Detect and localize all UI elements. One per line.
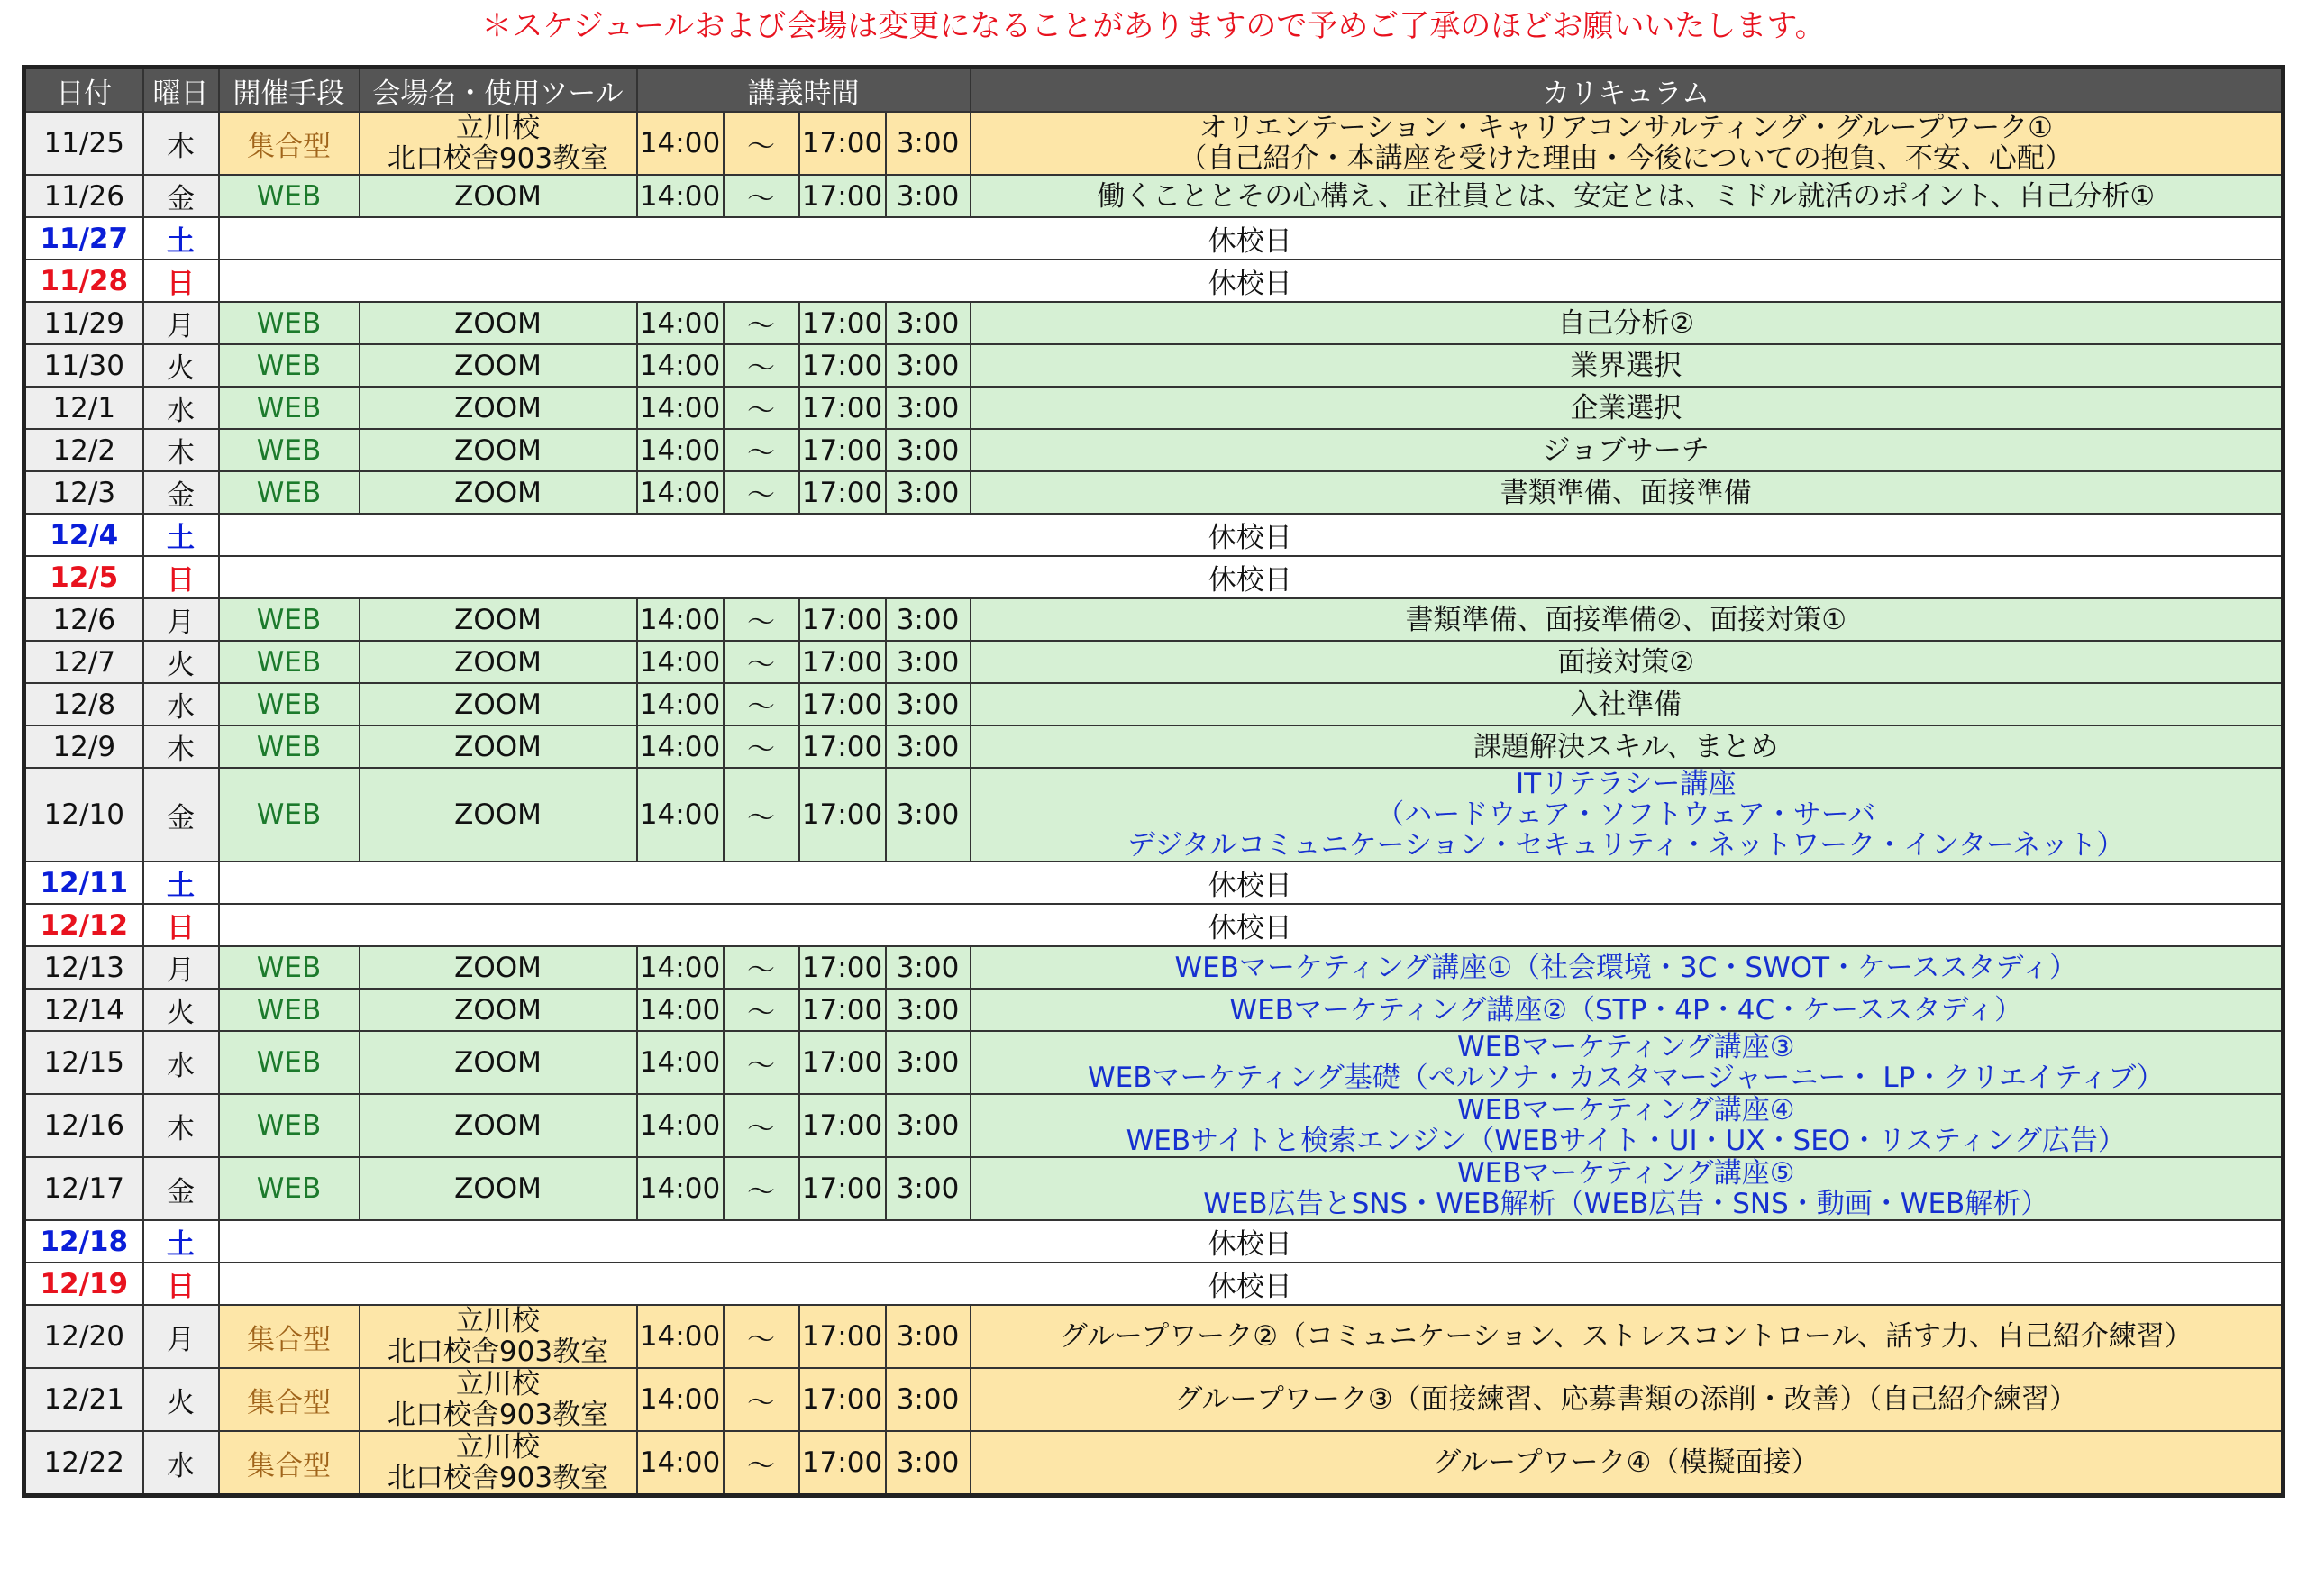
curriculum-cell xyxy=(971,429,2284,471)
table-row xyxy=(24,514,2284,556)
mode-cell: WEB xyxy=(219,175,360,217)
curriculum-line: 働くこととその心構え、正社員とは、安定とは、ミドル就活のポイント、自己分析① xyxy=(1097,179,2156,213)
dow-cell: 土 xyxy=(143,862,219,904)
sep-time-cell: ～ xyxy=(724,1157,799,1220)
dow-cell: 火 xyxy=(143,1368,219,1431)
dur-time-cell: 3:00 xyxy=(886,641,971,683)
venue-line: ZOOM xyxy=(454,951,542,984)
dow-cell: 水 xyxy=(143,683,219,725)
start-time-cell: 14:00 xyxy=(637,768,724,862)
venue-cell xyxy=(360,1368,637,1431)
date-cell: 11/25 xyxy=(24,112,143,175)
header-time: 講義時間 xyxy=(637,68,971,113)
venue-cell xyxy=(360,946,637,989)
dur-time-cell: 3:00 xyxy=(886,598,971,641)
end-time-cell: 17:00 xyxy=(799,768,886,862)
start-time-cell: 14:00 xyxy=(637,387,724,429)
curriculum-cell xyxy=(971,471,2284,514)
curriculum-line: WEBサイトと検索エンジン（WEBサイト・UI・UX・SEO・リスティング広告） xyxy=(1126,1125,2126,1157)
holiday-label: 休校日 xyxy=(219,904,2284,946)
venue-line: ZOOM xyxy=(454,476,542,509)
header-date: 日付 xyxy=(24,68,143,113)
venue-cell xyxy=(360,1031,637,1094)
end-time-cell: 17:00 xyxy=(799,112,886,175)
dur-time-cell: 3:00 xyxy=(886,1094,971,1157)
mode-cell: WEB xyxy=(219,946,360,989)
curriculum-line: オリエンテーション・キャリアコンサルティング・グループワーク① xyxy=(1199,112,2053,144)
table-row xyxy=(24,175,2284,217)
date-cell: 12/2 xyxy=(24,429,143,471)
date-cell: 12/1 xyxy=(24,387,143,429)
mode-cell: WEB xyxy=(219,387,360,429)
table-row xyxy=(24,112,2284,175)
dow-cell: 金 xyxy=(143,768,219,862)
start-time-cell: 14:00 xyxy=(637,946,724,989)
mode-cell: WEB xyxy=(219,1031,360,1094)
dur-time-cell: 3:00 xyxy=(886,112,971,175)
mode-cell: WEB xyxy=(219,725,360,768)
table-row xyxy=(24,556,2284,598)
holiday-label: 休校日 xyxy=(219,1220,2284,1263)
holiday-label: 休校日 xyxy=(219,862,2284,904)
sep-time-cell: ～ xyxy=(724,302,799,344)
curriculum-line: 課題解決スキル、まとめ xyxy=(1473,730,1779,763)
mode-cell: WEB xyxy=(219,989,360,1031)
curriculum-cell xyxy=(971,1094,2284,1157)
dur-time-cell: 3:00 xyxy=(886,175,971,217)
venue-line: ZOOM xyxy=(454,1109,542,1142)
venue-line: 北口校舎903教室 xyxy=(387,1399,609,1431)
dow-cell: 月 xyxy=(143,946,219,989)
start-time-cell: 14:00 xyxy=(637,989,724,1031)
mode-cell: 集合型 xyxy=(219,1431,360,1496)
curriculum-line: WEBマーケティング講座④ xyxy=(1456,1094,1795,1126)
venue-cell xyxy=(360,429,637,471)
curriculum-cell xyxy=(971,725,2284,768)
end-time-cell: 17:00 xyxy=(799,387,886,429)
date-cell: 11/28 xyxy=(24,260,143,302)
end-time-cell: 17:00 xyxy=(799,1431,886,1496)
end-time-cell: 17:00 xyxy=(799,471,886,514)
start-time-cell: 14:00 xyxy=(637,1305,724,1368)
curriculum-line: グループワーク④（模擬面接） xyxy=(1433,1446,1819,1479)
dur-time-cell: 3:00 xyxy=(886,768,971,862)
holiday-label: 休校日 xyxy=(219,556,2284,598)
curriculum-cell xyxy=(971,387,2284,429)
end-time-cell: 17:00 xyxy=(799,429,886,471)
venue-line: 北口校舎903教室 xyxy=(387,1462,609,1494)
end-time-cell: 17:00 xyxy=(799,1157,886,1220)
dow-cell: 月 xyxy=(143,302,219,344)
curriculum-line: デジタルコミュニケーション・セキュリティ・ネットワーク・インターネット） xyxy=(1127,829,2125,862)
table-row xyxy=(24,1305,2284,1368)
table-row xyxy=(24,768,2284,862)
curriculum-line: 書類準備、面接準備 xyxy=(1500,476,1752,509)
venue-line: 立川校 xyxy=(456,112,540,144)
sep-time-cell: ～ xyxy=(724,387,799,429)
date-cell: 12/21 xyxy=(24,1368,143,1431)
venue-cell xyxy=(360,598,637,641)
table-row xyxy=(24,1094,2284,1157)
curriculum-line: 業界選択 xyxy=(1570,349,1682,382)
date-cell: 12/5 xyxy=(24,556,143,598)
sep-time-cell: ～ xyxy=(724,1031,799,1094)
curriculum-line: 企業選択 xyxy=(1570,391,1682,424)
start-time-cell: 14:00 xyxy=(637,344,724,387)
venue-cell xyxy=(360,768,637,862)
holiday-label: 休校日 xyxy=(219,1263,2284,1305)
dow-cell: 火 xyxy=(143,344,219,387)
end-time-cell: 17:00 xyxy=(799,641,886,683)
start-time-cell: 14:00 xyxy=(637,683,724,725)
date-cell: 12/7 xyxy=(24,641,143,683)
dur-time-cell: 3:00 xyxy=(886,725,971,768)
table-row xyxy=(24,1031,2284,1094)
dur-time-cell: 3:00 xyxy=(886,1368,971,1431)
table-row xyxy=(24,862,2284,904)
curriculum-line: 自己分析② xyxy=(1557,306,1695,340)
date-cell: 11/29 xyxy=(24,302,143,344)
curriculum-cell xyxy=(971,1305,2284,1368)
date-cell: 12/3 xyxy=(24,471,143,514)
mode-cell: WEB xyxy=(219,302,360,344)
sep-time-cell: ～ xyxy=(724,1431,799,1496)
dow-cell: 日 xyxy=(143,260,219,302)
dow-cell: 水 xyxy=(143,387,219,429)
end-time-cell: 17:00 xyxy=(799,1305,886,1368)
curriculum-cell xyxy=(971,768,2284,862)
venue-cell xyxy=(360,1305,637,1368)
date-cell: 11/27 xyxy=(24,217,143,260)
dur-time-cell: 3:00 xyxy=(886,1305,971,1368)
table-row xyxy=(24,598,2284,641)
venue-line: 立川校 xyxy=(456,1368,540,1400)
start-time-cell: 14:00 xyxy=(637,471,724,514)
header-venue: 会場名・使用ツール xyxy=(360,68,637,113)
table-row xyxy=(24,1263,2284,1305)
table-row xyxy=(24,725,2284,768)
table-row xyxy=(24,641,2284,683)
end-time-cell: 17:00 xyxy=(799,344,886,387)
dow-cell: 火 xyxy=(143,989,219,1031)
mode-cell: WEB xyxy=(219,1094,360,1157)
dur-time-cell: 3:00 xyxy=(886,989,971,1031)
dur-time-cell: 3:00 xyxy=(886,1031,971,1094)
dow-cell: 土 xyxy=(143,1220,219,1263)
venue-line: ZOOM xyxy=(454,306,542,340)
curriculum-cell xyxy=(971,989,2284,1031)
table-row xyxy=(24,387,2284,429)
curriculum-line: （自己紹介・本講座を受けた理由・今後についての抱負、不安、心配） xyxy=(1179,142,2073,175)
table-row xyxy=(24,344,2284,387)
table-row xyxy=(24,471,2284,514)
date-cell: 12/19 xyxy=(24,1263,143,1305)
curriculum-cell xyxy=(971,1368,2284,1431)
end-time-cell: 17:00 xyxy=(799,598,886,641)
date-cell: 11/26 xyxy=(24,175,143,217)
start-time-cell: 14:00 xyxy=(637,429,724,471)
curriculum-line: ジョブサーチ xyxy=(1542,433,1710,467)
curriculum-line: グループワーク②（コミュニケーション、ストレスコントロール、話す力、自己紹介練習） xyxy=(1059,1320,2193,1353)
holiday-label: 休校日 xyxy=(219,514,2284,556)
venue-cell xyxy=(360,725,637,768)
mode-cell: WEB xyxy=(219,429,360,471)
dur-time-cell: 3:00 xyxy=(886,1157,971,1220)
venue-line: 北口校舎903教室 xyxy=(387,1336,609,1368)
holiday-label: 休校日 xyxy=(219,260,2284,302)
date-cell: 12/22 xyxy=(24,1431,143,1496)
table-row xyxy=(24,904,2284,946)
curriculum-cell xyxy=(971,683,2284,725)
dow-cell: 土 xyxy=(143,217,219,260)
end-time-cell: 17:00 xyxy=(799,725,886,768)
curriculum-cell xyxy=(971,1157,2284,1220)
mode-cell: WEB xyxy=(219,1157,360,1220)
venue-line: ZOOM xyxy=(454,433,542,467)
sep-time-cell: ～ xyxy=(724,641,799,683)
sep-time-cell: ～ xyxy=(724,344,799,387)
holiday-label: 休校日 xyxy=(219,217,2284,260)
sep-time-cell: ～ xyxy=(724,683,799,725)
curriculum-line: 書類準備、面接準備②、面接対策① xyxy=(1405,603,1847,636)
start-time-cell: 14:00 xyxy=(637,725,724,768)
dow-cell: 金 xyxy=(143,471,219,514)
dow-cell: 木 xyxy=(143,725,219,768)
end-time-cell: 17:00 xyxy=(799,989,886,1031)
venue-line: ZOOM xyxy=(454,391,542,424)
date-cell: 12/20 xyxy=(24,1305,143,1368)
schedule-body xyxy=(24,112,2284,1496)
table-row xyxy=(24,260,2284,302)
dow-cell: 木 xyxy=(143,112,219,175)
header-row xyxy=(24,68,2284,113)
start-time-cell: 14:00 xyxy=(637,112,724,175)
date-cell: 12/11 xyxy=(24,862,143,904)
curriculum-cell xyxy=(971,112,2284,175)
date-cell: 12/13 xyxy=(24,946,143,989)
date-cell: 11/30 xyxy=(24,344,143,387)
start-time-cell: 14:00 xyxy=(637,302,724,344)
table-row xyxy=(24,302,2284,344)
curriculum-cell xyxy=(971,302,2284,344)
mode-cell: WEB xyxy=(219,344,360,387)
venue-cell xyxy=(360,112,637,175)
header-dow: 曜日 xyxy=(143,68,219,113)
curriculum-line: WEBマーケティング講座⑤ xyxy=(1456,1157,1795,1190)
sep-time-cell: ～ xyxy=(724,1094,799,1157)
venue-cell xyxy=(360,989,637,1031)
dur-time-cell: 3:00 xyxy=(886,1431,971,1496)
venue-line: 北口校舎903教室 xyxy=(387,142,609,175)
curriculum-line: WEBマーケティング講座①（社会環境・3C・SWOT・ケーススタディ） xyxy=(1174,951,2078,984)
table-row xyxy=(24,1220,2284,1263)
venue-line: ZOOM xyxy=(454,1172,542,1205)
curriculum-cell xyxy=(971,598,2284,641)
start-time-cell: 14:00 xyxy=(637,1431,724,1496)
dow-cell: 金 xyxy=(143,175,219,217)
end-time-cell: 17:00 xyxy=(799,175,886,217)
curriculum-cell xyxy=(971,1031,2284,1094)
venue-line: 立川校 xyxy=(456,1305,540,1337)
sep-time-cell: ～ xyxy=(724,112,799,175)
dow-cell: 月 xyxy=(143,1305,219,1368)
end-time-cell: 17:00 xyxy=(799,1031,886,1094)
venue-line: ZOOM xyxy=(454,1046,542,1079)
table-row xyxy=(24,683,2284,725)
table-row xyxy=(24,946,2284,989)
sep-time-cell: ～ xyxy=(724,429,799,471)
date-cell: 12/10 xyxy=(24,768,143,862)
start-time-cell: 14:00 xyxy=(637,175,724,217)
sep-time-cell: ～ xyxy=(724,1368,799,1431)
dur-time-cell: 3:00 xyxy=(886,429,971,471)
curriculum-cell xyxy=(971,641,2284,683)
curriculum-line: 面接対策② xyxy=(1557,645,1695,679)
venue-cell xyxy=(360,471,637,514)
venue-cell xyxy=(360,1157,637,1220)
venue-line: ZOOM xyxy=(454,349,542,382)
venue-line: ZOOM xyxy=(454,688,542,721)
date-cell: 12/4 xyxy=(24,514,143,556)
header-curriculum: カリキュラム xyxy=(971,68,2284,113)
dow-cell: 火 xyxy=(143,641,219,683)
date-cell: 12/6 xyxy=(24,598,143,641)
venue-line: 立川校 xyxy=(456,1431,540,1464)
sep-time-cell: ～ xyxy=(724,471,799,514)
date-cell: 12/14 xyxy=(24,989,143,1031)
mode-cell: WEB xyxy=(219,641,360,683)
end-time-cell: 17:00 xyxy=(799,1368,886,1431)
dow-cell: 日 xyxy=(143,556,219,598)
mode-cell: WEB xyxy=(219,471,360,514)
table-row xyxy=(24,429,2284,471)
venue-line: ZOOM xyxy=(454,993,542,1026)
dur-time-cell: 3:00 xyxy=(886,302,971,344)
table-row xyxy=(24,1368,2284,1431)
curriculum-line: WEBマーケティング講座②（STP・4P・4C・ケーススタディ） xyxy=(1229,993,2023,1026)
venue-cell xyxy=(360,344,637,387)
start-time-cell: 14:00 xyxy=(637,1031,724,1094)
start-time-cell: 14:00 xyxy=(637,1368,724,1431)
dur-time-cell: 3:00 xyxy=(886,946,971,989)
venue-cell xyxy=(360,387,637,429)
curriculum-line: WEBマーケティング講座③ xyxy=(1456,1031,1795,1063)
start-time-cell: 14:00 xyxy=(637,1157,724,1220)
end-time-cell: 17:00 xyxy=(799,1094,886,1157)
dow-cell: 月 xyxy=(143,598,219,641)
dow-cell: 水 xyxy=(143,1031,219,1094)
sep-time-cell: ～ xyxy=(724,598,799,641)
header-mode: 開催手段 xyxy=(219,68,360,113)
venue-line: ZOOM xyxy=(454,798,542,831)
table-row xyxy=(24,1157,2284,1220)
venue-line: ZOOM xyxy=(454,603,542,636)
curriculum-line: WEB広告とSNS・WEB解析（WEB広告・SNS・動画・WEB解析） xyxy=(1203,1188,2049,1220)
dow-cell: 木 xyxy=(143,1094,219,1157)
dow-cell: 日 xyxy=(143,1263,219,1305)
date-cell: 12/12 xyxy=(24,904,143,946)
curriculum-line: グループワーク③（面接練習、応募書類の添削・改善）（自己紹介練習） xyxy=(1174,1383,2078,1416)
schedule-notice: ＊スケジュールおよび会場は変更になることがありますので予めご了承のほどお願いいたします。 xyxy=(481,8,1826,44)
sep-time-cell: ～ xyxy=(724,989,799,1031)
dur-time-cell: 3:00 xyxy=(886,344,971,387)
date-cell: 12/17 xyxy=(24,1157,143,1220)
mode-cell: 集合型 xyxy=(219,112,360,175)
start-time-cell: 14:00 xyxy=(637,641,724,683)
curriculum-cell xyxy=(971,946,2284,989)
sep-time-cell: ～ xyxy=(724,725,799,768)
curriculum-cell xyxy=(971,1431,2284,1496)
mode-cell: WEB xyxy=(219,598,360,641)
curriculum-cell xyxy=(971,175,2284,217)
end-time-cell: 17:00 xyxy=(799,946,886,989)
dow-cell: 日 xyxy=(143,904,219,946)
table-row xyxy=(24,217,2284,260)
mode-cell: 集合型 xyxy=(219,1368,360,1431)
end-time-cell: 17:00 xyxy=(799,302,886,344)
curriculum-line: ITリテラシー講座 xyxy=(1516,768,1737,800)
sep-time-cell: ～ xyxy=(724,768,799,862)
venue-cell xyxy=(360,641,637,683)
venue-cell xyxy=(360,683,637,725)
mode-cell: WEB xyxy=(219,683,360,725)
dow-cell: 土 xyxy=(143,514,219,556)
dur-time-cell: 3:00 xyxy=(886,471,971,514)
date-cell: 12/15 xyxy=(24,1031,143,1094)
schedule-table xyxy=(22,65,2285,1498)
sep-time-cell: ～ xyxy=(724,946,799,989)
date-cell: 12/8 xyxy=(24,683,143,725)
start-time-cell: 14:00 xyxy=(637,1094,724,1157)
dur-time-cell: 3:00 xyxy=(886,387,971,429)
mode-cell: 集合型 xyxy=(219,1305,360,1368)
date-cell: 12/9 xyxy=(24,725,143,768)
venue-line: ZOOM xyxy=(454,179,542,213)
venue-line: ZOOM xyxy=(454,645,542,679)
curriculum-line: WEBマーケティング基礎（ペルソナ・カスタマージャーニー・ LP・クリエイティブ） xyxy=(1087,1062,2165,1094)
dow-cell: 木 xyxy=(143,429,219,471)
date-cell: 12/18 xyxy=(24,1220,143,1263)
venue-cell xyxy=(360,175,637,217)
sep-time-cell: ～ xyxy=(724,1305,799,1368)
venue-cell xyxy=(360,1431,637,1496)
mode-cell: WEB xyxy=(219,768,360,862)
dow-cell: 金 xyxy=(143,1157,219,1220)
venue-line: ZOOM xyxy=(454,730,542,763)
table-row xyxy=(24,1431,2284,1496)
dow-cell: 水 xyxy=(143,1431,219,1496)
curriculum-line: 入社準備 xyxy=(1570,688,1682,721)
start-time-cell: 14:00 xyxy=(637,598,724,641)
dur-time-cell: 3:00 xyxy=(886,683,971,725)
sep-time-cell: ～ xyxy=(724,175,799,217)
end-time-cell: 17:00 xyxy=(799,683,886,725)
date-cell: 12/16 xyxy=(24,1094,143,1157)
curriculum-cell xyxy=(971,344,2284,387)
venue-cell xyxy=(360,302,637,344)
table-row xyxy=(24,989,2284,1031)
curriculum-line: （ハードウェア・ソフトウェア・サーバ xyxy=(1376,798,1876,831)
venue-cell xyxy=(360,1094,637,1157)
